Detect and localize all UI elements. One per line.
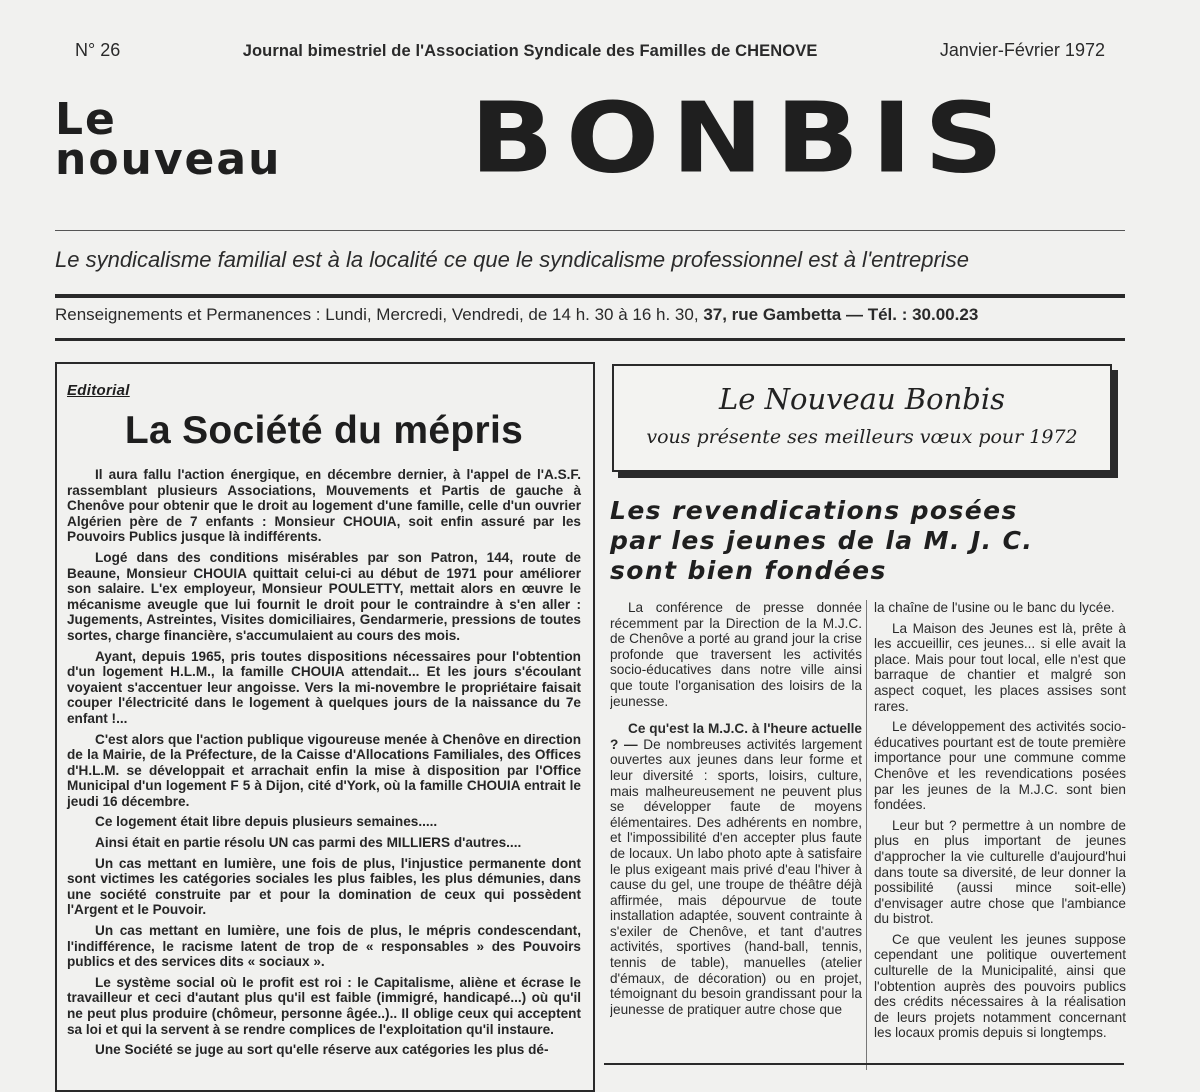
mjc-paragraph: La Maison des Jeunes est là, prête à les accueillir, ces jeunes... si elle avait la place. Mais pour tout local, elle n'est que barraque de chantier et malgré son aspect coquet, les places assises sont rares. (874, 620, 1126, 714)
title-bonbis: BONBIS (470, 81, 1016, 195)
masthead-rule (55, 230, 1125, 231)
issue-number: N° 26 (75, 40, 121, 60)
editorial-paragraph: Un cas mettant en lumière, une fois de plus, l'injustice permanente dont sont victimes les catégories sociales les plus faibles, les plus démunies, dans une société construite par et pour la domination de ceux qui possèdent l'Argent et le Pouvoir. (67, 855, 581, 918)
editorial-paragraph: Ainsi était en partie résolu UN cas parmi des MILLIERS d'autres.... (95, 835, 522, 851)
editorial-box (55, 362, 595, 1092)
editorial-paragraph: C'est alors que l'action publique vigoureuse menée à Chenôve en direction de la Mairie, de la Préfecture, de la Caisse d'Allocations Familiales, des Offices d'H.L.M. se développait et arrachait enfin la mise à disposition par l'Office Municipal d'un logement F 5 à Dijon, cité d'York, où la famille CHOUIA entrait le jeudi 16 décembre. (67, 731, 581, 809)
info-line (55, 305, 1130, 325)
mjc-column-left (610, 600, 862, 1070)
title-word-nouveau: nouveau (55, 134, 282, 185)
mjc-title-line: par les jeunes de la M. J. C. (610, 526, 1034, 555)
title-word-le: Le (55, 94, 117, 145)
editorial-headline: La Société du mépris (124, 409, 524, 452)
mjc-paragraph (610, 721, 862, 1017)
mjc-paragraph: Leur but ? permettre à un nombre de plus en plus important de jeunes d'approcher la vie culturelle d'aujourd'hui dans toute sa diversité, de leur donner la possibilité (aussi mince soit-elle) d'envisager autre chose que l'ambiance du bistrot. (874, 817, 1126, 927)
editorial-paragraph: Ce logement était libre depuis plusieurs semaines..... (95, 814, 438, 830)
editorial-paragraph: Il aura fallu l'action énergique, en décembre dernier, à l'appel de l'A.S.F. rassemblant plusieurs Associations, Mouvements et Partis de gauche à Chenôve pour obtenir que le droit au logement d'une famille, celle d'un ouvrier Algérien père de 7 enfants : Monsieur CHOUIA, soit enfin assuré par les Pouvoirs Publics jusque là indifférents. (67, 467, 581, 545)
masthead-rule-thick (55, 294, 1125, 298)
article-bottom-rule (604, 1063, 1124, 1065)
column-divider (866, 600, 867, 1070)
mjc-title-line: sont bien fondées (610, 556, 887, 585)
motto: Le syndicalisme familial est à la localité ce que le syndicalisme professionnel est à l'entreprise (55, 247, 969, 272)
editorial-kicker: Editorial (67, 382, 130, 399)
editorial-paragraph: Le système social où le profit est roi : le Capitalisme, aliène et écrase le travailleur et ceci d'autant plus qu'il est faible (immigré, handicapé...) où qu'il ne peut plus produire (chômeur, personne âgée..).. Il oblige ceux qui acceptent sa loi et qui la servent à se rendre complices de l'exploitation qu'il instaure. (67, 974, 581, 1037)
greetings-text: vous présente ses meilleurs vœux pour 1972 (646, 426, 1078, 448)
masthead-top-line (75, 40, 1105, 64)
info-address: 37, rue Gambetta — Tél. : 30.00.23 (703, 305, 979, 324)
mjc-article-title (610, 496, 1170, 586)
mjc-paragraph: La conférence de presse donnée récemment par la Direction de la M.J.C. de Chenôve a porté au grand jour la crise profonde que traversent les activités socio-éducatives dans notre ville ainsi que toute l'organisation des loisirs de la jeunesse. (610, 600, 862, 709)
greetings-box (612, 364, 1112, 472)
publisher-line: Journal bimestriel de l'Association Syndicale des Familles de CHENOVE (242, 42, 818, 60)
mjc-title-line: Les revendications posées (610, 496, 1018, 525)
mjc-subhead: Ce qu'est la M.J.C. à l'heure actuelle ? — (610, 721, 862, 752)
masthead-rule-bottom (55, 338, 1125, 341)
mjc-column-right (874, 600, 1126, 1070)
mjc-paragraph: la chaîne de l'usine ou le banc du lycée. (874, 600, 1115, 615)
editorial-paragraph: Ayant, depuis 1965, pris toutes dispositions nécessaires pour l'obtention d'un logement H.L.M., la famille CHOUIA attendait... Et les jours s'écoulant voyaient s'accentuer leur angoisse. Vers la mi-novembre le propriétaire faisait couper l'électricité dans le logement à quelques jours de la naissance du 7e enfant !... (67, 648, 581, 726)
issue-date: Janvier-Février 1972 (939, 40, 1105, 60)
editorial-paragraph: Logé dans des conditions misérables par son Patron, 144, route de Beaune, Monsieur CHOUIA quittait celui-ci au début de 1971 pour améliorer son salaire. L'ex employeur, Monsieur POULETTY, mettait alors en œuvre le mécanisme aveugle que lui fournit le droit pour le contraindre à s'en aller : Jugements, Astreintes, Visites domiciliaires, Gendarmerie, pressions de toutes sortes, charge financière, s'accumulaient au cours des mois. (67, 549, 581, 643)
greetings-title: Le Nouveau Bonbis (718, 382, 1006, 416)
mjc-paragraph-body: De nombreuses activités largement ouvertes aux jeunes dans leur forme et leur diversité : sports, loisirs, culture, mais malheureusement ne peuvent plus se développer faute de moyens élémentaires. Des adhérents en nombre, et l'impossibilité d'en accepter plus faute de locaux. Un labo photo apte à satisfaire le plus exigeant mais privé d'eau l'hiver à cause du gel, une troupe de théâtre déjà affirmée, mais dépourvue de toute installation adaptée, souvent contrainte à s'exiler de Chenôve, et tant d'autres activités, sportives (hand-ball, tennis, tennis de table), manuelles (atelier d'émaux, de décoration) ou en projet, témoignant du besoin grandissant pour la jeunesse de pratiquer autre chose que (610, 736, 862, 1017)
mjc-paragraph: Le développement des activités socio-éducatives pourtant est de toute première importance pour une commune comme Chenôve et les revendications posées par les jeunes de la M.J.C. sont bien fondées. (874, 719, 1126, 813)
info-hours: Renseignements et Permanences : Lundi, Mercredi, Vendredi, de 14 h. 30 à 16 h. 30, (55, 305, 699, 324)
editorial-paragraph: Un cas mettant en lumière, une fois de plus, le mépris condescendant, l'indifférence, le racisme latent de trop de « responsables » des Pouvoirs publics et des services dits « sociaux ». (67, 923, 581, 970)
title-le-nouveau (55, 94, 435, 185)
mjc-paragraph: Ce que veulent les jeunes suppose cependant une politique ouvertement culturelle de la Municipalité, ainsi que l'obtention auprès des pouvoirs publics des crédits nécessaires à la réalisation de leurs projets notamment concernant les locaux promis depuis si longtemps. (874, 931, 1126, 1041)
editorial-paragraph: Une Société se juge au sort qu'elle réserve aux catégories les plus dé- (95, 1042, 549, 1058)
